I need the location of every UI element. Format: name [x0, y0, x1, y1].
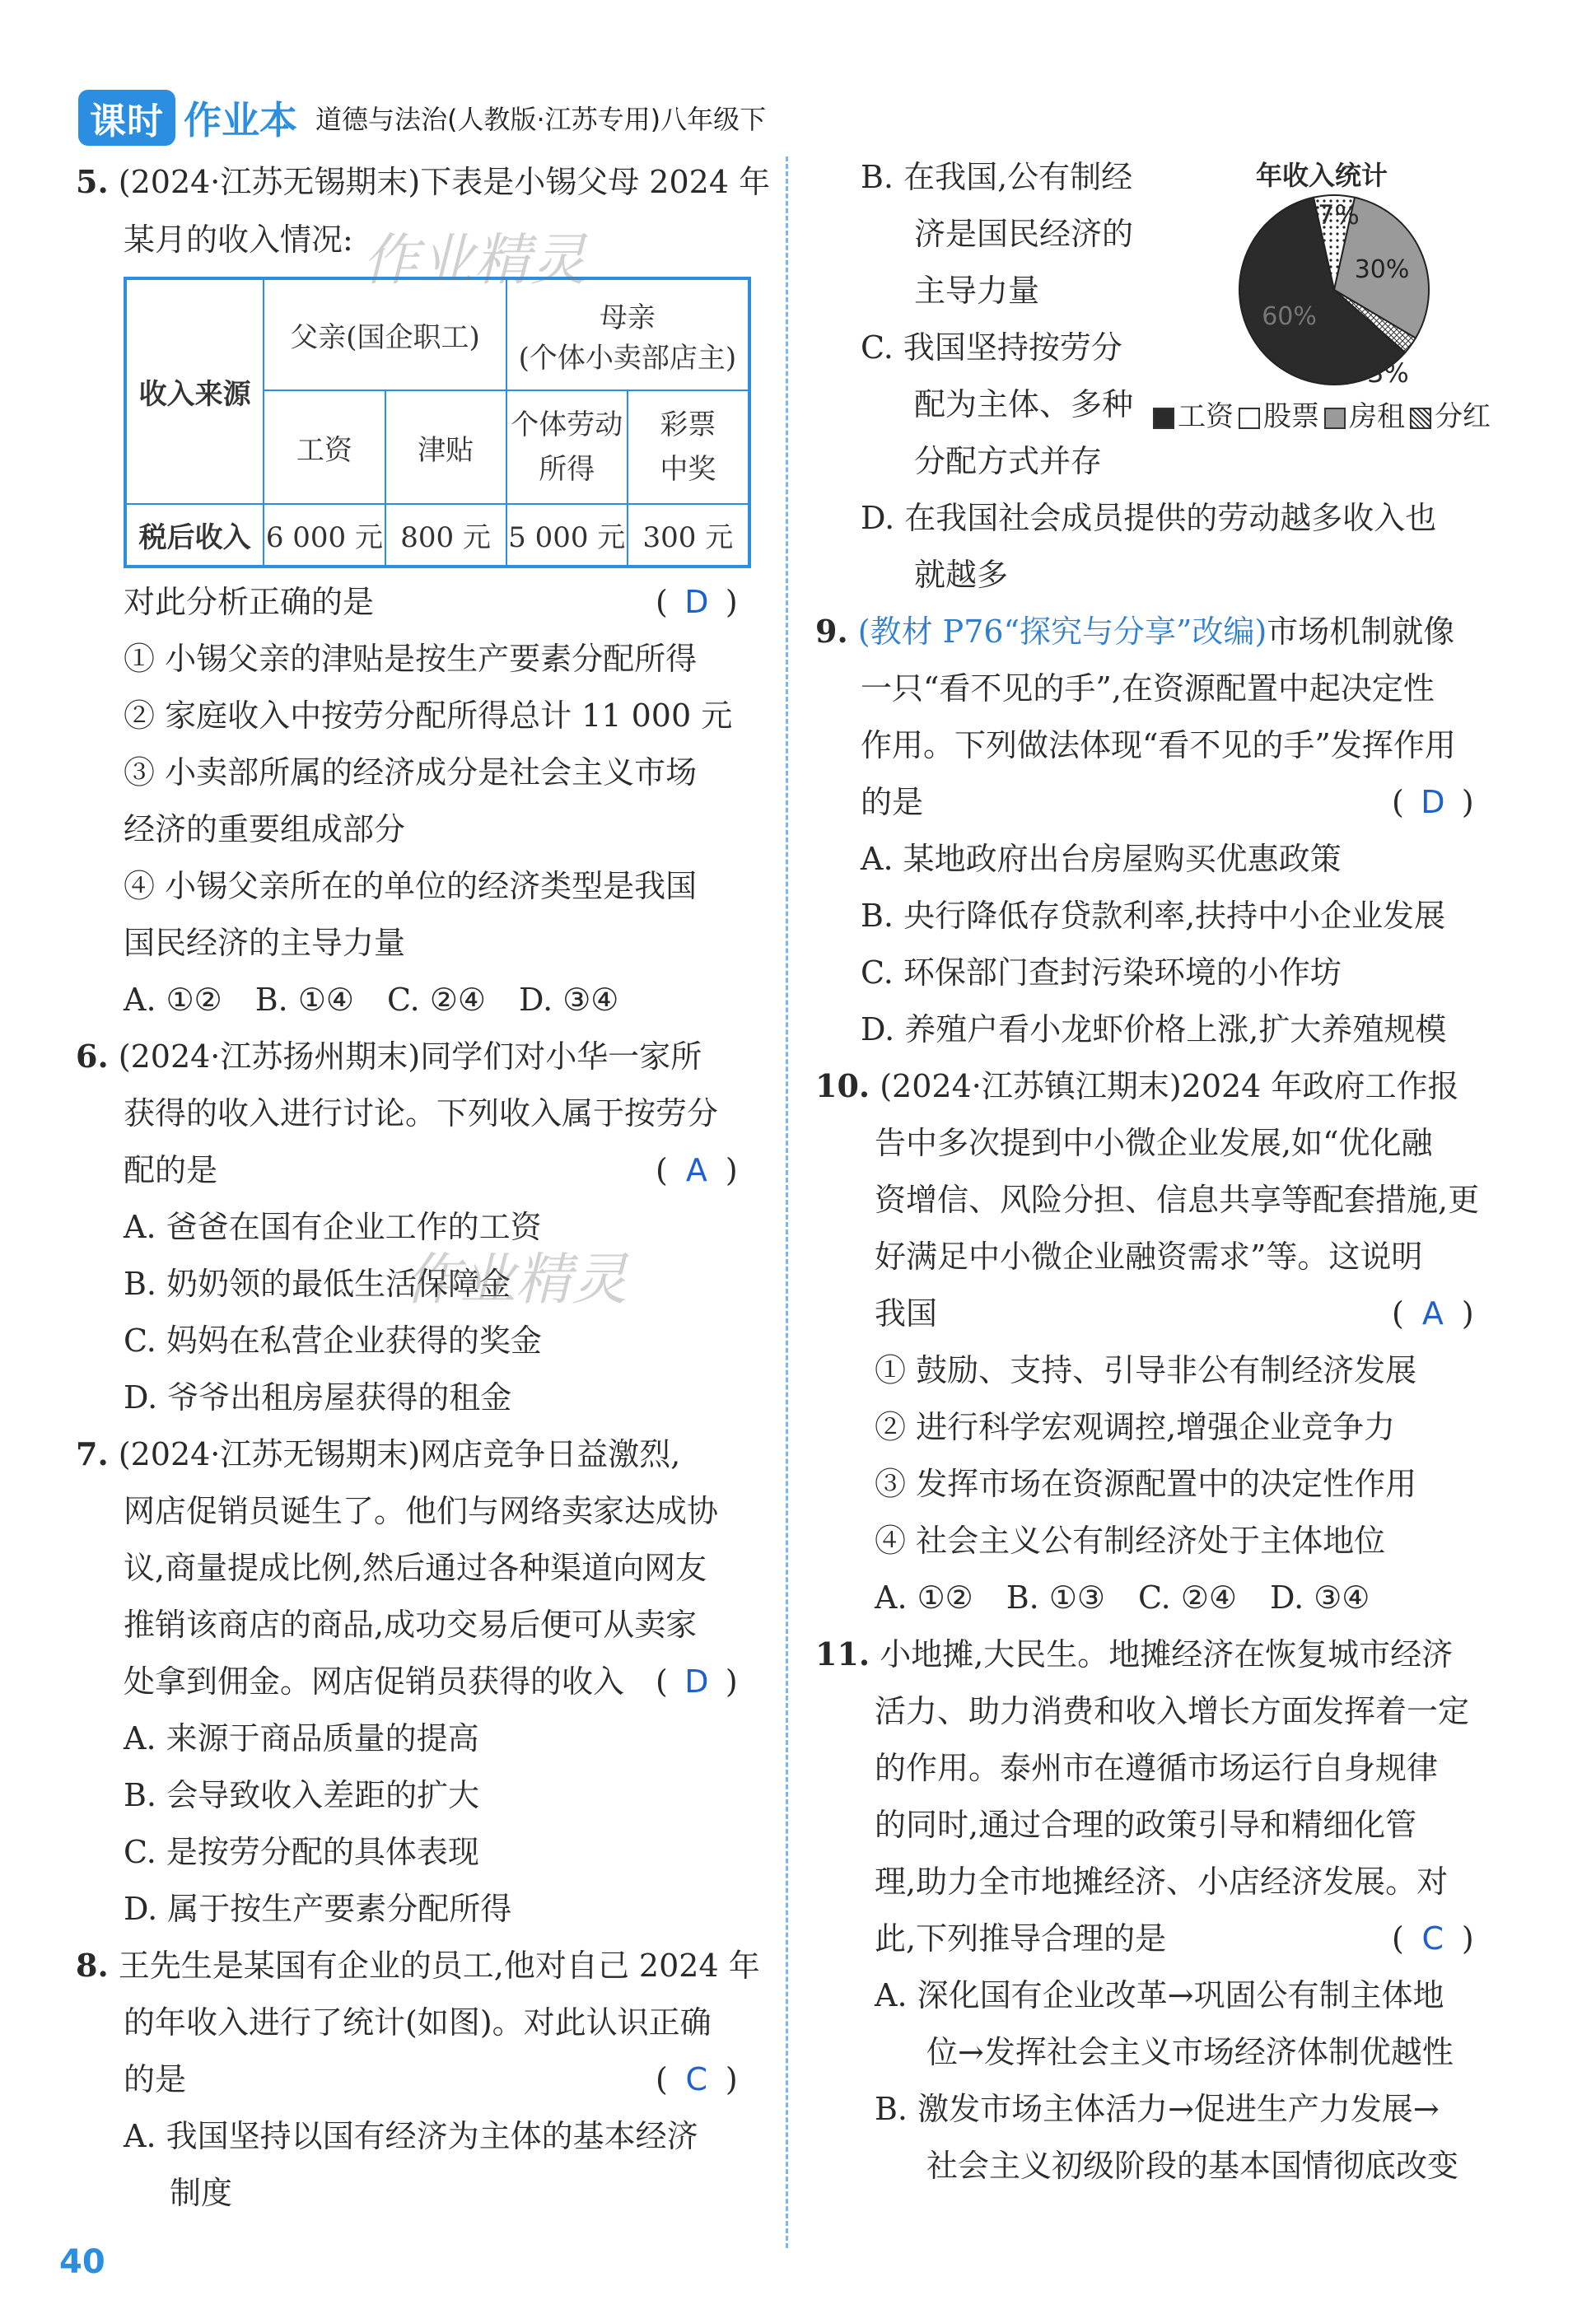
q10-line-1	[815, 1066, 1458, 1107]
pie-label-outside: 3%	[1367, 357, 1409, 389]
q7-stem: (2024·江苏无锡期末)网店竞争日益激烈,	[118, 1436, 681, 1472]
q5-prompt: 对此分析正确的是	[124, 584, 375, 620]
q9-option: A. 某地政府出台房屋购买优惠政策	[861, 841, 1342, 877]
legend-item	[1239, 394, 1319, 434]
q8-option: 就越多	[914, 557, 1009, 593]
q8-stem: 王先生是某国有企业的员工,他对自己 2024 年	[118, 1948, 760, 1984]
mother-label: 母亲	[599, 301, 656, 334]
paren-left: (	[656, 1663, 668, 1700]
paren-right: )	[1461, 784, 1474, 820]
q9-option: B. 央行降低存贷款利率,扶持中小企业发展	[861, 898, 1446, 934]
pie-label-outside: 7%	[1318, 199, 1360, 231]
q5-options	[124, 979, 618, 1020]
table-cell: 5 000 元	[506, 504, 628, 567]
q7-number: 7.	[76, 1435, 109, 1472]
watermark: 作业精灵	[404, 1248, 628, 1313]
q6-stem: (2024·江苏扬州期末)同学们对小华一家所	[118, 1038, 702, 1075]
option-c: C. ②④	[1137, 1579, 1237, 1616]
q11-line-1	[815, 1634, 1453, 1675]
q11-line: 此,下列推导合理的是	[875, 1920, 1167, 1957]
q10-line: 我国	[875, 1295, 938, 1332]
q5-line-2: 某月的收入情况:	[124, 222, 353, 258]
q10-line: 告中多次提到中小微企业发展,如“优化融	[875, 1125, 1433, 1161]
pie-label-房租: 30%	[1354, 254, 1410, 284]
answer-letter: D	[684, 584, 709, 620]
q9-number: 9.	[815, 613, 848, 650]
paren-left: (	[656, 584, 668, 620]
table-cell: 300 元	[628, 504, 749, 567]
mother-sublabel: (个体小卖部店主)	[518, 341, 737, 375]
q5-item: 国民经济的主导力量	[124, 925, 406, 961]
self-labor-l2: 所得	[539, 453, 595, 486]
q8-line: 的是	[124, 2061, 187, 2097]
q9-option: C. 环保部门查封污染环境的小作坊	[861, 954, 1342, 991]
q9-source: (教材 P76“探究与分享”改编)	[857, 613, 1267, 650]
legend-item	[1153, 394, 1234, 434]
paren-left: (	[656, 1152, 668, 1188]
answer-letter: C	[685, 2061, 708, 2097]
legend-swatch-icon	[1410, 408, 1431, 429]
table-header-source: 收入来源	[125, 278, 264, 504]
q5-item: ① 小锡父亲的津贴是按生产要素分配所得	[124, 641, 698, 677]
answer-letter: D	[1421, 784, 1445, 820]
q8-number: 8.	[76, 1947, 109, 1984]
q6-option: B. 奶奶领的最低生活保障金	[124, 1266, 511, 1302]
q7-option: B. 会导致收入差距的扩大	[124, 1777, 480, 1813]
q9-line-1	[815, 611, 1454, 652]
q8-line-1	[76, 1945, 760, 1986]
q10-line: 资增信、风险分担、信息共享等配套措施,更	[875, 1182, 1480, 1218]
answer-letter: A	[685, 1152, 707, 1188]
q7-line-1	[76, 1434, 680, 1475]
legend-label: 房租	[1349, 400, 1405, 433]
table-header-father: 父亲(国企职工)	[264, 278, 506, 390]
q10-item: ④ 社会主义公有制经济处于主体地位	[875, 1523, 1386, 1559]
option-b: B. ①④	[254, 982, 354, 1018]
option-d: D. ③④	[518, 982, 619, 1018]
page-number: 40	[59, 2243, 105, 2281]
q11-answer	[1392, 1918, 1474, 1959]
legend-swatch-icon	[1239, 408, 1260, 429]
q11-stem: 小地摊,大民生。地摊经济在恢复城市经济	[880, 1636, 1454, 1673]
paren-right: )	[725, 1663, 738, 1700]
q8-option: 制度	[170, 2175, 233, 2211]
q10-item: ③ 发挥市场在资源配置中的决定性作用	[875, 1466, 1417, 1502]
q7-answer	[656, 1661, 738, 1702]
q8-option: 配为主体、多种	[914, 386, 1134, 422]
q7-option: C. 是按劳分配的具体表现	[124, 1834, 479, 1870]
q6-option: D. 爷爷出租房屋获得的租金	[124, 1379, 512, 1416]
paren-left: (	[1392, 1295, 1404, 1332]
q5-stem-1: (2024·江苏无锡期末)下表是小锡父母 2024 年	[118, 164, 771, 200]
legend-label: 工资	[1178, 400, 1234, 433]
table-cell: 800 元	[385, 504, 506, 567]
legend-item	[1410, 394, 1491, 434]
q8-option: 主导力量	[914, 273, 1040, 309]
logo-keshi: 课时	[78, 90, 175, 146]
q7-line: 推销该商店的商品,成功交易后便可从卖家	[124, 1607, 698, 1643]
q5-item: ③ 小卖部所属的经济成分是社会主义市场	[124, 754, 698, 791]
pie-legend	[1153, 394, 1491, 434]
q10-answer	[1392, 1293, 1474, 1334]
q6-number: 6.	[76, 1038, 109, 1075]
q6-line-1	[76, 1036, 702, 1077]
logo-zuoyeben: 作业本	[184, 98, 297, 142]
q9-answer	[1392, 781, 1474, 823]
table-row-label: 税后收入	[125, 504, 264, 567]
table-cell: 6 000 元	[264, 504, 385, 567]
q7-line: 处拿到佣金。网店促销员获得的收入	[124, 1663, 625, 1700]
q9-line: 的是	[861, 784, 924, 820]
q8-answer	[656, 2059, 738, 2100]
q8-option: B. 在我国,公有制经	[861, 159, 1133, 195]
paren-right: )	[725, 2061, 738, 2097]
option-d: D. ③④	[1269, 1579, 1370, 1616]
income-table	[124, 277, 751, 568]
q7-line: 网店促销员诞生了。他们与网络卖家达成协	[124, 1493, 719, 1529]
q11-option: 位→发挥社会主义市场经济体制优越性	[926, 2034, 1454, 2070]
answer-letter: A	[1421, 1295, 1444, 1332]
q11-option: B. 激发市场主体活力→促进生产力发展→	[875, 2091, 1440, 2127]
table-header-self-labor	[506, 390, 628, 504]
q9-option: D. 养殖户看小龙虾价格上涨,扩大养殖规模	[861, 1011, 1447, 1047]
legend-item	[1324, 394, 1405, 434]
q11-option: 社会主义初级阶段的基本国情彻底改变	[926, 2148, 1459, 2184]
q10-item: ② 进行科学宏观调控,增强企业竞争力	[875, 1409, 1396, 1445]
watermark: 作业精灵	[362, 228, 587, 293]
series-logo	[78, 91, 297, 145]
table-header-allowance: 津贴	[385, 390, 506, 504]
q7-option: D. 属于按生产要素分配所得	[124, 1891, 512, 1927]
q5-item: 经济的重要组成部分	[124, 811, 406, 847]
q11-line: 的作用。泰州市在遵循市场运行自身规律	[875, 1750, 1439, 1786]
q10-line: 好满足中小微企业融资需求”等。这说明	[875, 1239, 1423, 1275]
q11-number: 11.	[815, 1635, 870, 1673]
q8-option: D. 在我国社会成员提供的劳动越多收入也	[861, 500, 1437, 536]
self-labor-l1: 个体劳动	[511, 408, 623, 441]
q7-line: 议,商量提成比例,然后通过各种渠道向网友	[124, 1550, 707, 1586]
q10-options	[875, 1577, 1370, 1618]
q10-stem: (2024·江苏镇江期末)2024 年政府工作报	[880, 1068, 1459, 1104]
page-header	[78, 89, 766, 147]
q10-item: ① 鼓励、支持、引导非公有制经济发展	[875, 1352, 1417, 1388]
option-a: A. ①②	[875, 1579, 973, 1616]
option-c: C. ②④	[386, 982, 486, 1018]
q6-option: A. 爸爸在国有企业工作的工资	[124, 1209, 542, 1245]
q6-option: C. 妈妈在私营企业获得的奖金	[124, 1323, 542, 1359]
q11-option: A. 深化国有企业改革→巩固公有制主体地	[875, 1977, 1444, 2013]
q5-item: ② 家庭收入中按劳分配所得总计 11 000 元	[124, 697, 733, 734]
lottery-l2: 中奖	[660, 453, 716, 486]
q5-answer	[656, 581, 738, 623]
q8-option: 济是国民经济的	[914, 216, 1134, 252]
book-subtitle: 道德与法治(人教版·江苏专用)八年级下	[315, 104, 767, 135]
q6-line: 获得的收入进行讨论。下列收入属于按劳分	[124, 1095, 719, 1131]
pie-title: 年收入统计	[1256, 160, 1388, 191]
q11-line: 的同时,通过合理的政策引导和精细化管	[875, 1807, 1417, 1843]
q11-line: 理,助力全市地摊经济、小店经济发展。对	[875, 1864, 1449, 1900]
q5-item: ④ 小锡父亲所在的单位的经济类型是我国	[124, 868, 698, 904]
q9-line: 一只“看不见的手”,在资源配置中起决定性	[861, 670, 1435, 707]
q8-option: 分配方式并存	[914, 443, 1103, 479]
paren-right: )	[1461, 1920, 1474, 1957]
legend-swatch-icon	[1324, 408, 1346, 429]
paren-right: )	[725, 1152, 738, 1188]
column-divider	[786, 156, 788, 2248]
q6-answer	[656, 1150, 738, 1191]
paren-left: (	[1392, 1920, 1404, 1957]
lottery-l1: 彩票	[660, 408, 716, 441]
legend-label: 分红	[1435, 400, 1491, 433]
q8-option: A. 我国坚持以国有经济为主体的基本经济	[124, 2118, 698, 2154]
paren-right: )	[1461, 1295, 1474, 1332]
option-a: A. ①②	[124, 982, 222, 1018]
q10-number: 10.	[815, 1067, 870, 1104]
q8-line: 的年收入进行了统计(如图)。对此认识正确	[124, 2004, 712, 2041]
q5-line-1	[76, 161, 770, 203]
q8-option: C. 我国坚持按劳分	[861, 329, 1122, 366]
legend-swatch-icon	[1153, 408, 1174, 429]
pie-label-工资: 60%	[1262, 302, 1317, 332]
q5-number: 5.	[76, 163, 109, 200]
q11-line: 活力、助力消费和收入增长方面发挥着一定	[875, 1693, 1470, 1729]
q7-option: A. 来源于商品质量的提高	[124, 1720, 479, 1756]
paren-left: (	[656, 2061, 668, 2097]
table-header-wage: 工资	[264, 390, 385, 504]
table-header-lottery	[628, 390, 749, 504]
legend-label: 股票	[1263, 400, 1319, 433]
paren-left: (	[1392, 784, 1404, 820]
answer-letter: D	[684, 1663, 709, 1700]
paren-right: )	[725, 584, 738, 620]
q9-line: 作用。下列做法体现“看不见的手”发挥作用	[861, 727, 1456, 763]
q9-stem: 市场机制就像	[1267, 613, 1455, 650]
option-b: B. ①③	[1006, 1579, 1105, 1616]
q6-line: 配的是	[124, 1152, 218, 1188]
answer-letter: C	[1421, 1920, 1444, 1957]
